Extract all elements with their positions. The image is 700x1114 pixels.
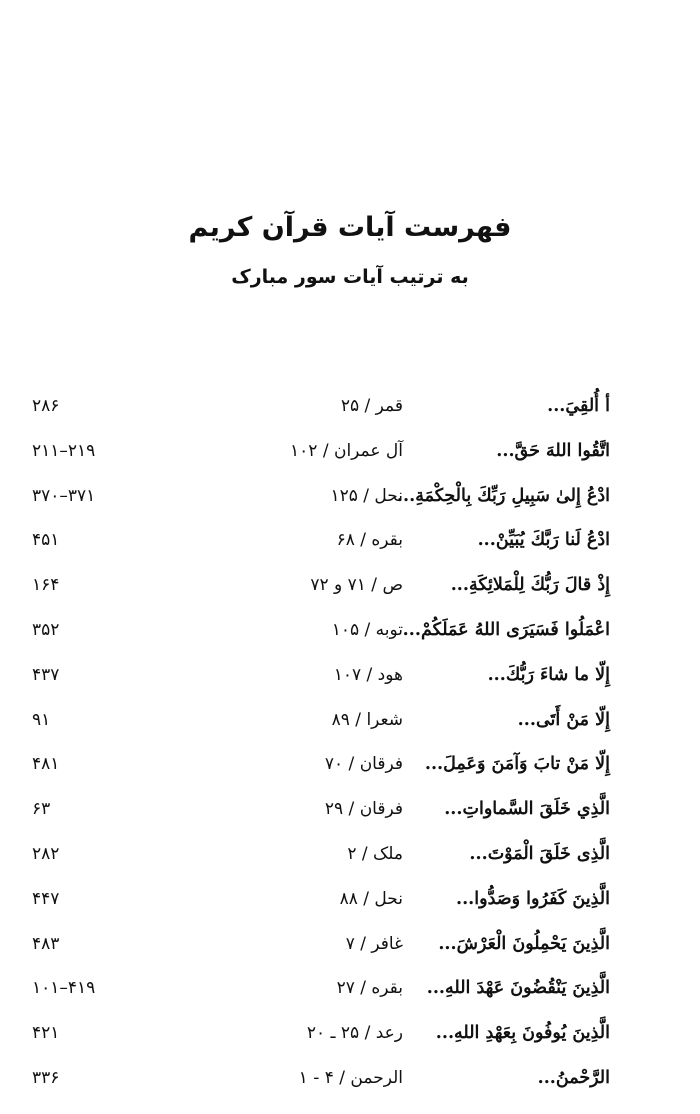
verse-text: ادْعُ إِلىٰ سَبِيلِ رَبِّكَ بِالْحِكْمَةِ...	[396, 485, 610, 506]
page-number: ۳۳۶	[32, 1067, 60, 1088]
index-row	[0, 441, 700, 486]
verse-text: الَّذِينَ يُوفُونَ بِعَهْدِ اللهِ...	[435, 1023, 610, 1044]
index-row	[0, 934, 700, 979]
verse-text: اتَّقُوا اللهَ حَقَّ...	[496, 440, 610, 461]
verse-text: إِلّا ما شاءَ رَبُّكَ...	[487, 664, 610, 685]
index-row	[0, 710, 700, 755]
page-number: ۲۱۹–۲۱۱	[32, 440, 96, 461]
verse-text: إِلّا مَنْ تابَ وَآمَنَ وَعَمِلَ...	[424, 754, 610, 775]
page-number: ۴۳۷	[32, 664, 60, 685]
page-number: ۲۸۶	[32, 396, 60, 416]
index-row	[0, 844, 700, 889]
page-number: ۱۶۴	[32, 575, 60, 596]
index-row	[0, 620, 700, 665]
verse-text: الَّذِينَ كَفَرُوا وَصَدُّوا...	[456, 888, 610, 909]
page-number: ۴۸۳	[32, 933, 60, 954]
surah-reference: قمر / ۲۵	[340, 396, 403, 416]
page-number: ۴۱۹–۱۰۱	[32, 978, 96, 999]
verse-text: الَّذِي خَلَقَ السَّماواتِ...	[444, 799, 610, 820]
surah-reference: بقره / ۲۷	[336, 978, 403, 999]
index-row	[0, 1068, 700, 1113]
page-number: ۹۱	[32, 709, 51, 730]
page-number: ۳۷۱–۳۷۰	[32, 485, 96, 506]
verse-text: إِلّا مَنْ أَتَى...	[517, 709, 610, 730]
surah-reference: فرقان / ۷۰	[324, 754, 403, 775]
surah-reference: توبه / ۱۰۵	[331, 619, 403, 640]
index-row	[0, 1023, 700, 1068]
index-row	[0, 754, 700, 799]
surah-reference: ملک / ۲	[347, 843, 403, 864]
surah-reference: شعرا / ۸۹	[331, 709, 403, 730]
verse-text: اعْمَلُوا فَسَيَرَى اللهُ عَمَلَكُمْ...	[402, 619, 610, 640]
surah-reference: الرحمن / ۴ - ۱	[298, 1067, 403, 1088]
index-row	[0, 889, 700, 934]
index-row	[0, 799, 700, 844]
surah-reference: غافر / ۷	[345, 933, 403, 954]
verse-text: أ أُلقِيَ...	[547, 396, 610, 416]
surah-reference: رعد / ۲۵ ـ ۲۰	[306, 1023, 403, 1044]
surah-reference: نحل / ۱۲۵	[330, 485, 403, 506]
index-row	[0, 978, 700, 1023]
index-row	[0, 575, 700, 620]
verse-text: إِذْ قالَ رَبُّكَ لِلْمَلائِكَةِ...	[450, 575, 610, 596]
page-number: ۴۸۱	[32, 754, 60, 775]
page-number: ۳۵۲	[32, 619, 60, 640]
surah-reference: نحل / ۸۸	[339, 888, 403, 909]
page-number: ۴۲۱	[32, 1023, 60, 1044]
verse-text: الَّذِى خَلَقَ الْمَوْتَ...	[469, 843, 610, 864]
index-row	[0, 396, 700, 441]
page-title: فهرست آیات قرآن کریم	[188, 212, 512, 243]
verse-index-list	[0, 396, 700, 1113]
page-number: ۴۵۱	[32, 530, 60, 551]
verse-text: الرَّحْمنُ...	[537, 1067, 610, 1088]
surah-reference: بقره / ۶۸	[336, 530, 403, 551]
page-number: ۴۴۷	[32, 888, 60, 909]
index-row	[0, 665, 700, 710]
surah-reference: ص / ۷۱ و ۷۲	[310, 575, 403, 596]
verse-text: الَّذِينَ يَنْقُضُونَ عَهْدَ اللهِ...	[426, 978, 610, 999]
verse-text: ادْعُ لَنا رَبَّكَ يُبَيِّنْ...	[477, 530, 610, 551]
page-number: ۲۸۲	[32, 843, 60, 864]
index-row	[0, 530, 700, 575]
surah-reference: فرقان / ۲۹	[324, 799, 403, 820]
surah-reference: آل عمران / ۱۰۲	[290, 440, 403, 461]
surah-reference: هود / ۱۰۷	[333, 664, 403, 685]
page-subtitle: به ترتیب آیات سور مبارک	[231, 266, 469, 288]
verse-text: الَّذِينَ يَحْمِلُونَ الْعَرْشَ...	[438, 933, 610, 954]
index-row	[0, 486, 700, 531]
page-number: ۶۳	[32, 799, 51, 820]
